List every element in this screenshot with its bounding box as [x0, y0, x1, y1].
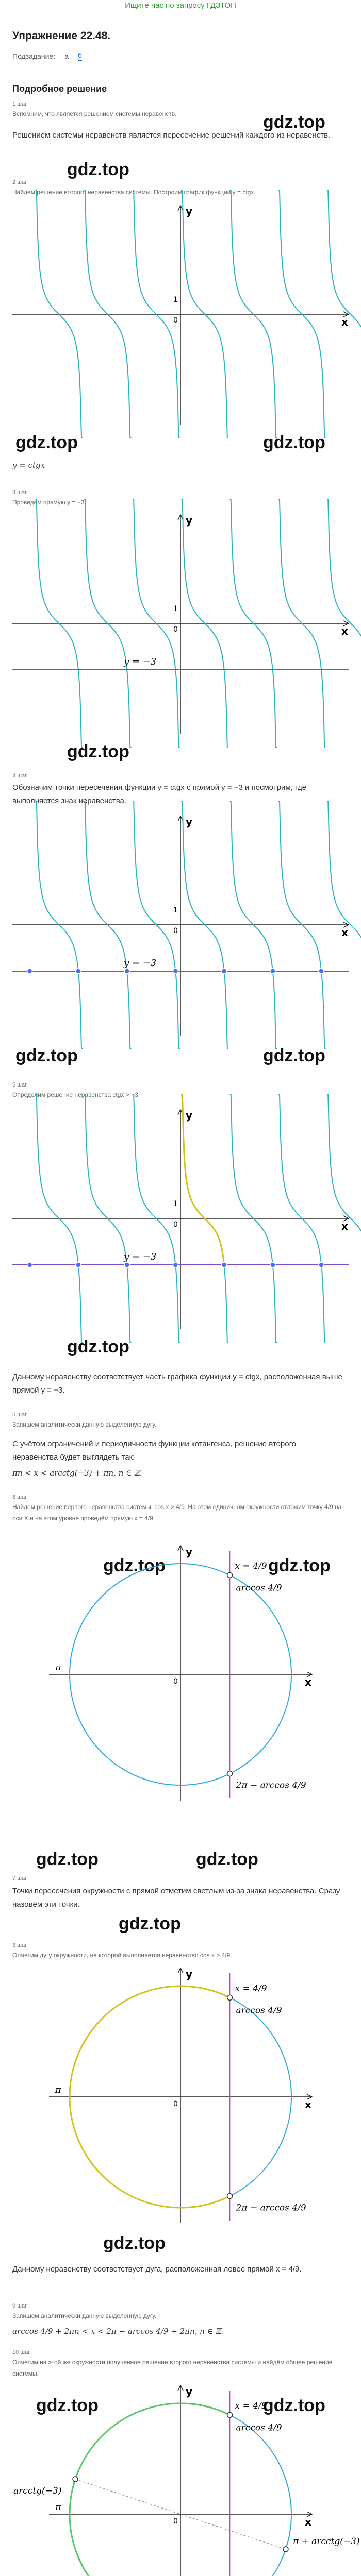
- subtask-selector: [12, 51, 82, 61]
- step-number: 6 шаг: [12, 1412, 27, 1418]
- intersection-point: [227, 1995, 233, 2000]
- intersection-point: [270, 969, 275, 974]
- subtask-tab-b[interactable]: б: [78, 51, 82, 61]
- step-text: С учётом ограничений и периодичности функции котангенса, решение второго неравенства будет выглядеть так:: [12, 1439, 297, 1462]
- x-axis-label: x: [341, 625, 348, 637]
- unit-circle-arc: [12, 1963, 349, 2231]
- intersection-point: [227, 1572, 233, 1578]
- cotangent-intersection-graph: [12, 814, 349, 1036]
- watermark: gdz.top: [67, 160, 129, 179]
- intersection-point: [319, 1262, 324, 1267]
- y-tick-label: 1: [173, 906, 178, 914]
- step-number: 2 шаг: [12, 179, 27, 185]
- pi-label: π: [55, 1662, 61, 1673]
- intersection-point: [227, 1771, 233, 1776]
- y-axis-label: y: [186, 1109, 193, 1122]
- intersection-point: [227, 2412, 233, 2417]
- x-axis-label: x: [305, 2516, 311, 2528]
- step-number: 8 шаг: [12, 1494, 27, 1500]
- intersection-point: [27, 1262, 32, 1267]
- y-axis-label: y: [186, 1968, 193, 1980]
- point-label: π + arcctg(−3): [292, 2536, 360, 2547]
- intersection-point: [270, 1262, 275, 1267]
- watermark: gdz.top: [263, 2396, 325, 2415]
- solution-arc: [70, 2403, 230, 2576]
- step-text: Найдем решение первого неравенства системы: cos x > 4/9. На этом единичном окружности отложим точку 4/9 на оси X и на этом уровне проведём прямую x = 4/9.: [12, 1503, 342, 1522]
- unit-circle-line: [12, 1540, 349, 1808]
- watermark: gdz.top: [103, 1556, 166, 1575]
- step-text: Данному неравенству соответствует часть графика функции y = ctgx, расположенная выше прямой y = −3.: [12, 1372, 342, 1395]
- watermark: gdz.top: [67, 742, 129, 761]
- step-text: Вспомним, что является решением системы неравенств.: [12, 110, 177, 117]
- point-label: 2π − arccos 4/9: [236, 1780, 306, 1791]
- subtask-tab-a[interactable]: а: [64, 52, 69, 60]
- y-axis-label: y: [186, 816, 193, 828]
- intersection-point: [319, 969, 324, 974]
- step-text: Запишем аналитически данную выделенную дугу.: [12, 1421, 157, 1428]
- step-text: Отметим на этой же окружности полученное решение второго неравенства системы и найдём общее решение системы.: [12, 2359, 333, 2377]
- x-axis-label: x: [341, 316, 348, 328]
- x-axis-label: x: [305, 1676, 311, 1688]
- intersection-point: [76, 969, 81, 974]
- intersection-point: [76, 1262, 81, 1267]
- y-axis-label: y: [186, 514, 193, 527]
- intersection-point: [124, 1262, 129, 1267]
- formula: arccos 4/9 + 2πn < x < 2π − arccos 4/9 + 2πn, n ∈ ℤ.: [12, 2327, 224, 2336]
- y-tick-label: 1: [173, 1200, 178, 1208]
- point-label: arcctg(−3): [13, 2486, 62, 2497]
- step-number: 9 шаг: [12, 2303, 27, 2309]
- intersection-point: [173, 969, 178, 974]
- origin-label: 0: [173, 2517, 178, 2526]
- step-text: Проведем прямую y = −3.: [12, 499, 86, 506]
- step-text: Запишем аналитически данную выделенную дугу.: [12, 2312, 157, 2319]
- watermark: gdz.top: [36, 1850, 99, 1869]
- watermark: gdz.top: [67, 1337, 129, 1357]
- line-label: x = 4/9: [235, 1984, 267, 1994]
- point-label: arccos 4/9: [236, 2005, 282, 2016]
- step-text: Точки пересечения окружности с прямой отметим светлым из-за знака неравенства. Сразу назовём эти точки.: [12, 1887, 340, 1909]
- origin-label: 0: [173, 1221, 178, 1229]
- step-number: 3 шаг: [12, 1942, 27, 1948]
- page-title: Упражнение 22.48.: [12, 30, 111, 42]
- watermark: gdz.top: [15, 433, 78, 452]
- origin-label: 0: [173, 927, 178, 935]
- step-text: Отметим дугу окружности, на которой выполняется неравенство cos x > 4/9.: [12, 1952, 232, 1959]
- step-number: 1 шаг: [12, 101, 27, 107]
- line-label: y = −3: [124, 656, 157, 667]
- step-text: Решением системы неравенств является пересечение решений каждого из неравенств.: [12, 131, 331, 140]
- intersection-point: [173, 1262, 178, 1267]
- intersection-point: [124, 969, 129, 974]
- origin-label: 0: [173, 625, 178, 634]
- line-label: y = −3: [124, 1251, 157, 1262]
- search-hint-link[interactable]: Ищите нас по запросу ГДЗТОП: [125, 1, 236, 10]
- watermark: gdz.top: [263, 1046, 325, 1065]
- formula: πn < x < arcctg(−3) + πn, n ∈ ℤ.: [12, 1468, 142, 1478]
- cot-point: [73, 2477, 78, 2482]
- section-heading: Подробное решение: [12, 83, 107, 94]
- step-text: Обозначим точки пересечения функции y = ctgx с прямой y = −3 и посмотрим, где выполняется знак неравенства.: [12, 783, 306, 805]
- watermark: gdz.top: [268, 1556, 331, 1575]
- watermark: gdz.top: [15, 1046, 78, 1065]
- y-axis-label: y: [186, 1546, 193, 1558]
- y-tick-label: 1: [173, 605, 178, 613]
- line-label: x = 4/9: [235, 2401, 267, 2411]
- line-label: x = 4/9: [235, 1561, 267, 1571]
- step-number: 10 шаг: [12, 2349, 30, 2355]
- origin-label: 0: [173, 316, 178, 325]
- y-axis-label: y: [186, 2385, 193, 2398]
- line-label: y = −3: [124, 958, 157, 969]
- step-number: 5 шаг: [12, 1082, 27, 1088]
- cot-point: [283, 2547, 288, 2552]
- watermark: gdz.top: [263, 433, 325, 452]
- watermark: gdz.top: [103, 2233, 166, 2253]
- x-axis-label: x: [341, 1220, 348, 1232]
- step-text: Данному неравенству соответствует дуга, расположенная левее прямой x = 4/9.: [12, 2265, 302, 2274]
- step-number: 4 шаг: [12, 773, 27, 779]
- step-number: 7 шаг: [12, 1875, 27, 1882]
- intersection-point: [222, 969, 227, 974]
- step-text: Найдем решение второго неравенства системы. Построим график функции y = ctgx.: [12, 189, 256, 196]
- unit-circle-system: [12, 2380, 360, 2576]
- intersection-point: [27, 969, 32, 974]
- cotangent-graph-with-line: [12, 513, 349, 734]
- cotangent-graph: [12, 204, 349, 425]
- intersection-point: [227, 2194, 233, 2199]
- step-text: Определим решение неравенства ctgx > −3.: [12, 1091, 140, 1098]
- watermark: gdz.top: [119, 1914, 181, 1934]
- origin-label: 0: [173, 1677, 178, 1686]
- point-label: arccos 4/9: [236, 1583, 282, 1594]
- x-axis-label: x: [305, 2098, 311, 2111]
- graph-caption: y = ctgx: [12, 461, 45, 470]
- point-label: 2π − arccos 4/9: [236, 2202, 306, 2213]
- y-axis-label: y: [186, 205, 193, 217]
- origin-label: 0: [173, 2100, 178, 2108]
- watermark: gdz.top: [36, 2396, 99, 2415]
- pi-label: π: [55, 2084, 61, 2095]
- watermark: gdz.top: [196, 1850, 258, 1869]
- y-tick-label: 1: [173, 296, 178, 304]
- pi-label: π: [55, 2502, 61, 2513]
- step-number: 3 шаг: [12, 489, 27, 496]
- point-label: arccos 4/9: [236, 2422, 282, 2433]
- intersection-point: [222, 1262, 227, 1267]
- x-axis-label: x: [341, 926, 348, 939]
- cotangent-solution-graph: [12, 1108, 349, 1329]
- subtask-label: Подзадание:: [12, 52, 56, 60]
- watermark: gdz.top: [263, 112, 325, 132]
